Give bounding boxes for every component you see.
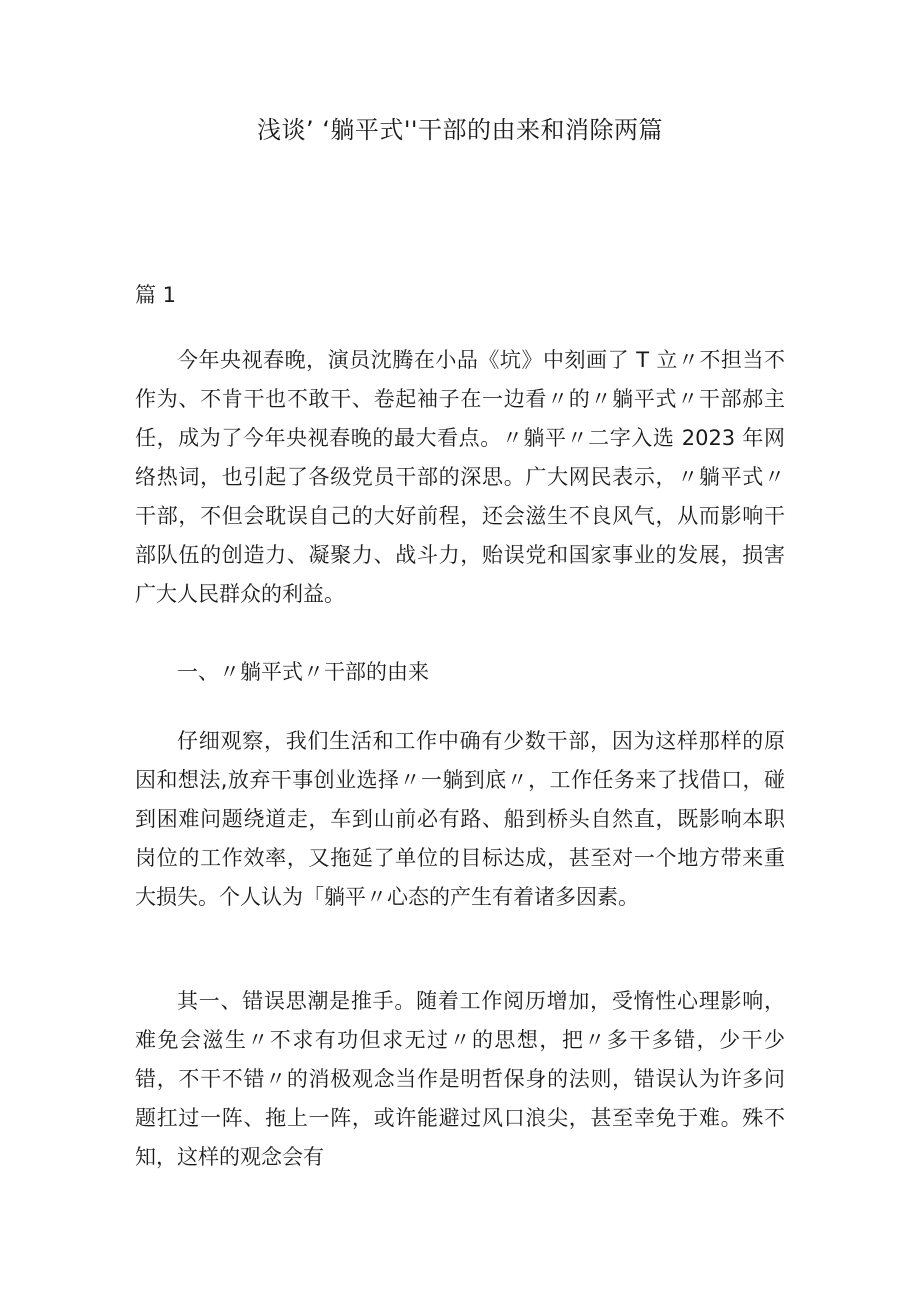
intro-paragraph: 今年央视春晚，演员沈腾在小品《坑》中刻画了 T 立〃不担当不作为、不肯干也不敢干、卷起袖子在一边看〃的〃躺平式〃干部郝主任，成为了今年央视春晚的最大看点。〃躺平〃二字入选 2023 年网络热词，也引起了各级党员干部的深思。广大网民表示，〃躺平式〃干部，不但会耽误自己的大好前程，还会滋生不良风气，从而影响干部队伍的创造力、凝聚力、战斗力，贻误党和国家事业的发展，损害广大人民群众的利益。 <box>135 348 785 606</box>
body-paragraph: 其一、错误思潮是推手。随着工作阅历增加，受惰性心理影响，难免会滋生〃不求有功但求无过〃的思想，把〃多干多错，少干少错，不干不错〃的消极观念当作是明哲保身的法则，错误认为许多问题扛过一阵、拖上一阵，或许能避过风口浪尖，甚至幸免于难。殊不知，这样的观念会有 <box>135 989 785 1169</box>
document-title: 浅谈’ ‘躺平式''干部的由来和消除两篇 <box>256 116 664 144</box>
section-heading: 一、〃躺平式〃干部的由来 <box>177 660 429 684</box>
section-label: 篇 1 <box>135 283 177 307</box>
body-paragraph: 仔细观察，我们生活和工作中确有少数干部，因为这样那样的原因和想法,放弃干事创业选择〃一躺到底〃，工作任务来了找借口，碰到困难问题绕道走，车到山前必有路、船到桥头自然直，既影响本职岗位的工作效率，又拖延了单位的目标达成，甚至对一个地方带来重大损失。个人认为「躺平〃心态的产生有着诸多因素。 <box>135 729 785 909</box>
